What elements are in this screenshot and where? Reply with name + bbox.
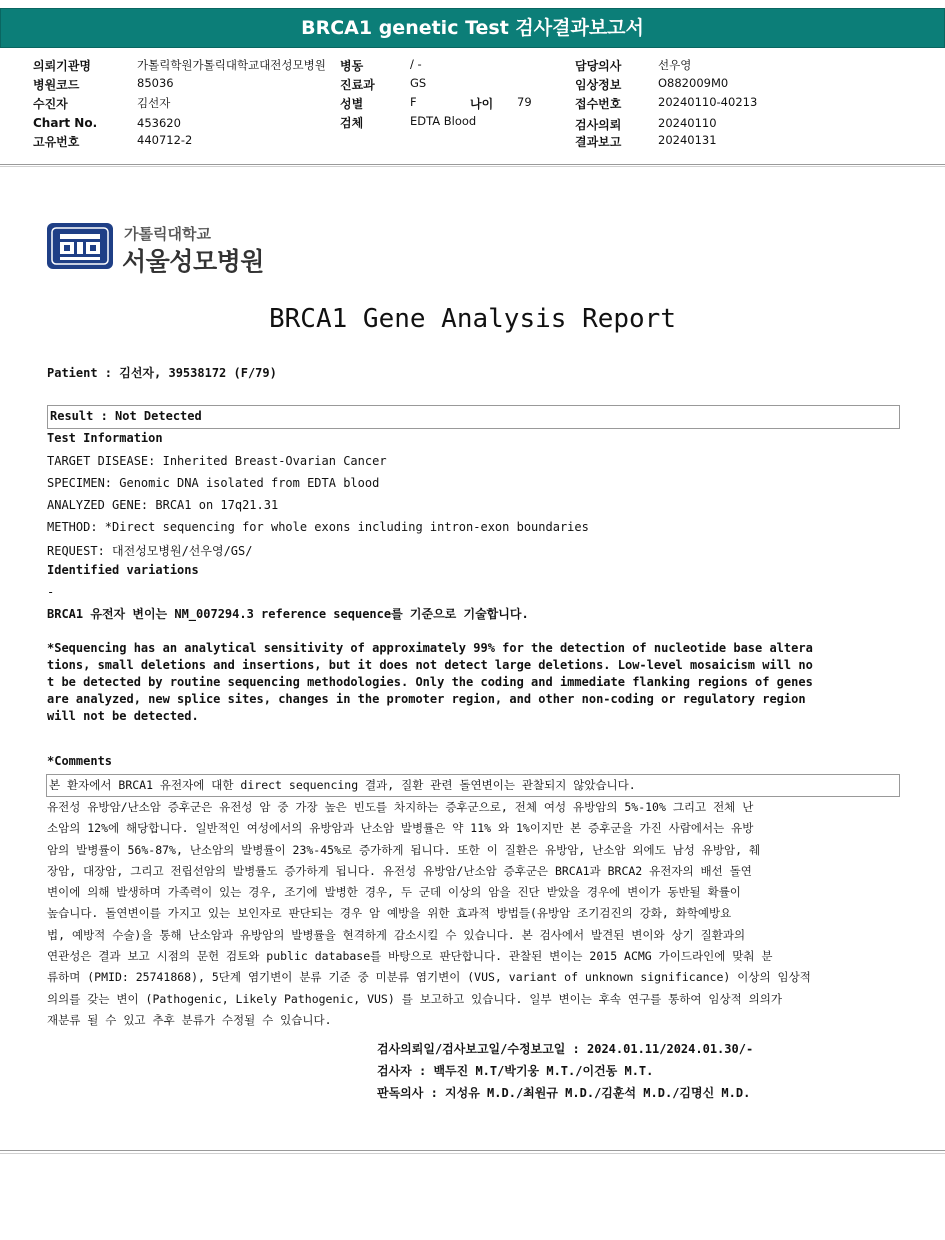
comment-line: 법, 예방적 수술)을 통해 난소암과 유방암의 발병률을 현격하게 감소시킬 수 있습니다. 본 검사에서 발견된 변이와 상기 질환과의: [47, 927, 746, 942]
analyzed-gene: ANALYZED GENE: BRCA1 on 17q21.31: [47, 498, 279, 512]
ward-label: 병동: [340, 59, 364, 73]
technicians: 검사자 : 백두진 M.T/박기웅 M.T./이건동 M.T.: [377, 1064, 654, 1078]
hospital-code-value: 85036: [137, 76, 174, 90]
comment-line: 의의를 갖는 변이 (Pathogenic, Likely Pathogenic, VUS) 를 보고하고 있습니다. 일부 변이는 후속 연구를 통하여 임상적 의의가: [47, 991, 782, 1006]
age-value: 79: [517, 95, 532, 109]
sensitivity-line: *Sequencing has an analytical sensitivity of approximately 99% for the detection of nucleotide base altera: [47, 641, 813, 655]
logo-title: 서울성모병원: [122, 247, 264, 276]
dept-value: GS: [410, 76, 427, 90]
result-text: Result : Not Detected: [50, 409, 202, 423]
method-line: METHOD: *Direct sequencing for whole exons including intron-exon boundaries: [47, 520, 589, 534]
reference-note: BRCA1 유전자 변이는 NM_007294.3 reference sequence를 기준으로 기술합니다.: [47, 607, 529, 621]
comment-line: 류하며 (PMID: 25741868), 5단계 염기변이 분류 기준 중 미분류 염기변이 (VUS, variant of unknown significance) 이상의 임상적: [47, 970, 811, 985]
variations-heading: Identified variations: [47, 563, 199, 577]
patient-line: Patient : 김선자, 39538172 (F/79): [47, 366, 277, 380]
comment-line: 암의 발병률이 56%-87%, 난소암의 발병률이 23%-45%로 증가하게 됩니다. 또한 이 질환은 유방암, 난소암 외에도 남성 유방암, 췌: [47, 842, 761, 857]
report-header-bar: BRCA1 genetic Test 검사결과보고서: [0, 8, 945, 48]
comment-line: 연관성은 결과 보고 시점의 문헌 검토와 public database를 바탕으로 판단합니다. 관찰된 변이는 2015 ACMG 가이드라인에 맞춰 분: [47, 949, 773, 964]
header-divider-shadow: [0, 166, 945, 167]
request-line: REQUEST: 대전성모병원/선우영/GS/: [47, 544, 253, 558]
comment-line: 유전성 유방암/난소암 증후군은 유전성 암 중 가장 높은 빈도를 차지하는 증후군으로, 전체 여성 유방암의 5%-10% 그리고 전체 난: [47, 800, 754, 814]
comment-line: 높습니다. 돌연변이를 가지고 있는 보인자로 판단되는 경우 암 예방을 위한 효과적 방법들(유방암 조기검진의 강화, 화학예방요: [47, 906, 732, 921]
chart-no-value: 453620: [137, 116, 181, 130]
specimen-label: 검체: [340, 116, 364, 130]
comment-line: 재분류 될 수 있고 추후 분류가 수정될 수 있습니다.: [47, 1012, 332, 1027]
comment-body: [47, 797, 899, 1031]
specimen-line: SPECIMEN: Genomic DNA isolated from EDTA blood: [47, 476, 380, 490]
unique-no-value: 440712-2: [137, 133, 193, 147]
request-date-value: 20240110: [658, 116, 717, 130]
test-info-heading: Test Information: [47, 431, 163, 445]
comments-heading: *Comments: [47, 754, 113, 768]
examinee-label: 수진자: [33, 97, 68, 111]
clinical-value: O882009M0: [658, 76, 729, 90]
report-title: BRCA1 Gene Analysis Report: [269, 304, 676, 334]
receipt-value: 20240110-40213: [658, 95, 758, 109]
ward-value: / -: [410, 57, 422, 71]
sensitivity-line: t be detected by routine sequencing methodologies. Only the coding and immediate flanking regions of genes: [47, 675, 813, 689]
comment-box-text: 본 환자에서 BRCA1 유전자에 대한 direct sequencing 결과, 질환 관련 돌연변이는 관찰되지 않았습니다.: [49, 778, 636, 792]
comment-line: 소암의 12%에 해당합니다. 일반적인 여성에서의 유방암과 난소암 발병률은 약 11% 와 1%이지만 본 증후군을 가진 사람에서는 유방: [47, 821, 754, 836]
comment-line: 변이에 의해 발생하며 가족력이 있는 경우, 조기에 발병한 경우, 두 군데 이상의 암을 진단 받았을 경우에 변이가 동반될 확률이: [47, 885, 741, 900]
chart-no-label: Chart No.: [33, 116, 98, 130]
doctor-label: 담당의사: [575, 59, 622, 73]
request-date-label: 검사의뢰: [575, 118, 622, 132]
dept-label: 진료과: [340, 78, 375, 92]
reading-physicians: 판독의사 : 지성유 M.D./최원규 M.D./김훈석 M.D./김명신 M.D.: [377, 1086, 751, 1100]
report-dates: 검사의뢰일/검사보고일/수정보고일 : 2024.01.11/2024.01.30/-: [377, 1042, 754, 1056]
footer-divider-shadow: [0, 1153, 945, 1154]
sensitivity-line: will not be detected.: [47, 709, 199, 723]
doctor-value: 선우영: [658, 58, 692, 72]
hospital-code-label: 병원코드: [33, 78, 80, 92]
sensitivity-line: are analyzed, new splice sites, changes in the promoter region, and other non-coding or regulatory region: [47, 692, 806, 706]
footer-divider: [0, 1150, 945, 1151]
sensitivity-note: [47, 623, 813, 725]
variations-value: -: [47, 585, 55, 599]
target-disease: TARGET DISEASE: Inherited Breast-Ovarian Cancer: [47, 454, 387, 468]
comment-line: 장암, 대장암, 그리고 전립선암의 발병률도 증가하게 됩니다. 유전성 유방암/난소암 증후군은 BRCA1과 BRCA2 유전자의 배선 돌연: [47, 863, 752, 878]
sex-label: 성별: [340, 97, 364, 111]
institution-value: 가톨릭학원가톨릭대학교대전성모병원: [137, 58, 326, 72]
sex-value: F: [410, 95, 417, 109]
hospital-emblem-icon: [46, 222, 114, 270]
examinee-value: 김선자: [137, 96, 171, 110]
sensitivity-line: tions, small deletions and insertions, but it does not detect large deletions. Low-level mosaicism will no: [47, 658, 813, 672]
specimen-value: EDTA Blood: [410, 114, 477, 128]
institution-label: 의뢰기관명: [33, 59, 91, 73]
report-date-label: 결과보고: [575, 135, 622, 149]
clinical-label: 임상정보: [575, 78, 622, 92]
receipt-label: 접수번호: [575, 97, 622, 111]
header-divider: [0, 164, 945, 165]
age-label: 나이: [470, 97, 494, 111]
unique-no-label: 고유번호: [33, 135, 80, 149]
report-date-value: 20240131: [658, 133, 717, 147]
logo-subtitle: 가톨릭대학교: [124, 225, 211, 243]
